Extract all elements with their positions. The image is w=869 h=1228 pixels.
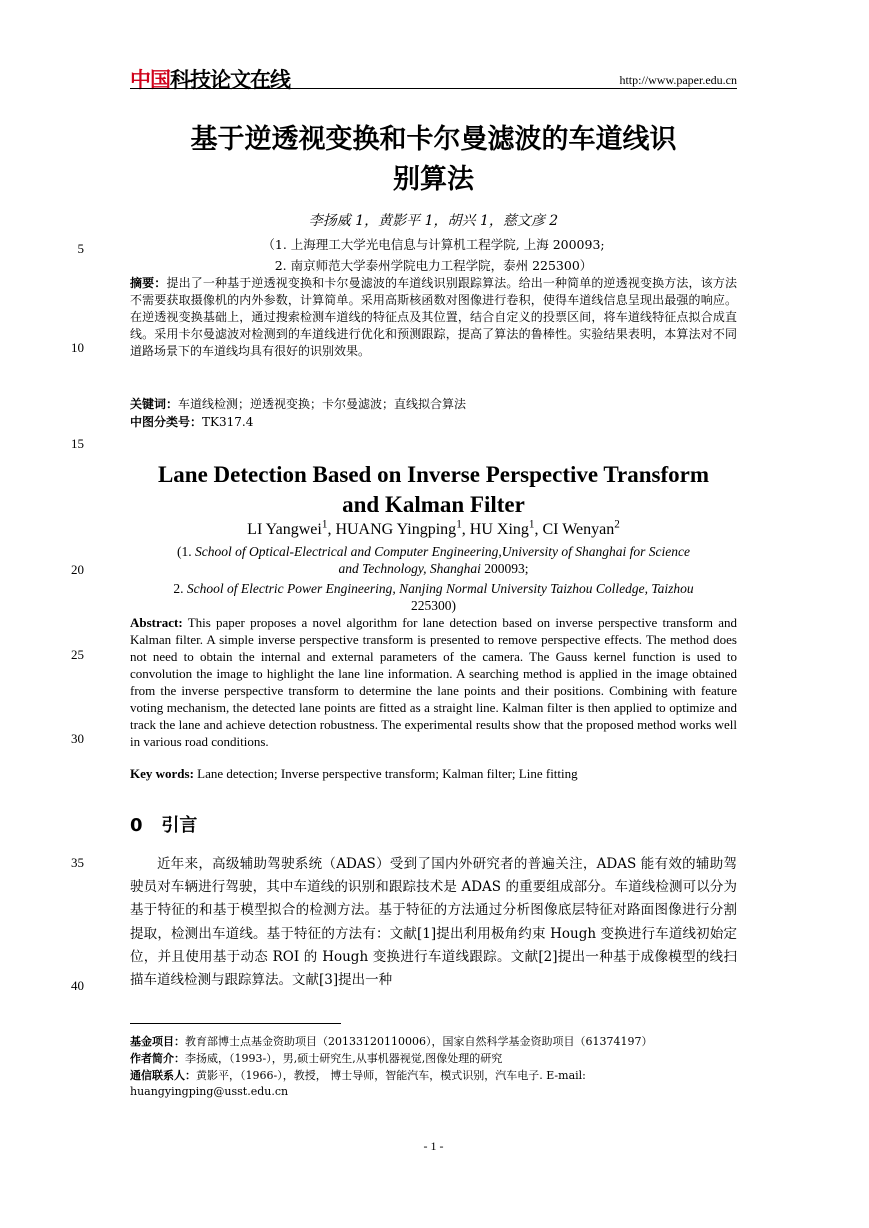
en-author-3-sup: 1 xyxy=(528,518,535,531)
header-url[interactable]: http://www.paper.edu.cn xyxy=(619,73,737,87)
en-affiliation-2 xyxy=(130,580,737,614)
section-heading xyxy=(130,811,197,837)
cn-title-line1: 基于逆透视变换和卡尔曼滤波的车道线识 xyxy=(190,124,677,155)
line-number: 35 xyxy=(71,855,84,870)
footnote-author-label: 作者简介： xyxy=(130,1052,185,1065)
intro-paragraph: 近年来，高级辅助驾驶系统（ADAS）受到了国内外研究者的普遍关注，ADAS 能有效的辅助驾驶员对车辆进行驾驶，其中车道线的识别和跟踪技术是 ADAS 的重要组成部分。车道线检测可以分为基于特征的和基于模型拟合的检测方法。基于特征的方法通过分析图像底层特征对路面图像进行分割提取，检测出车道线。基于特征的方法有：文献[1]提出利用极角约束 Hough 变换进行车道线初始定位，并且使用基于动态 ROI 的 Hough 变换进行车道线跟踪。文献[2]提出一种基于成像模型的线扫描车道线检测与跟踪算法。文献[3]提出一种 xyxy=(130,856,737,989)
cn-clc xyxy=(130,414,737,431)
line-number: 15 xyxy=(71,436,84,451)
en-aff2-italic: School of Electric Power Engineering, Nanjing Normal University Taizhou Colledge, Taizhou xyxy=(186,581,694,596)
header-rule xyxy=(130,88,737,89)
footnote-author xyxy=(130,1051,737,1067)
en-aff1-open: (1. xyxy=(177,544,196,559)
en-aff1-italic-b: and Technology, Shanghai xyxy=(338,561,481,576)
en-keywords xyxy=(130,765,737,782)
en-author-4-sup: 2 xyxy=(614,518,620,531)
logo-text-black: 科技论文在线 xyxy=(170,68,290,92)
footnote-fund xyxy=(130,1034,737,1050)
en-author-1: LI Yangwei xyxy=(247,521,322,538)
en-author-1-sup: 1 xyxy=(321,518,328,531)
en-title xyxy=(130,460,737,520)
cn-clc-label: 中图分类号： xyxy=(130,415,203,429)
cn-keywords xyxy=(130,396,737,413)
footnote-fund-label: 基金项目： xyxy=(130,1035,185,1048)
page-number: - 1 - xyxy=(423,1139,444,1153)
en-abstract-label: Abstract: xyxy=(130,615,183,630)
journal-logo xyxy=(130,64,290,94)
en-author-2: , HUANG Yingping xyxy=(327,521,457,538)
en-author-2-sup: 1 xyxy=(456,518,462,531)
cn-abstract-label: 摘要： xyxy=(130,276,167,290)
cn-title xyxy=(130,120,737,200)
en-title-line1: Lane Detection Based on Inverse Perspective Transform xyxy=(157,462,710,487)
footnote-contact-text: 黄影平，（1966-），教授， 博士导师，智能汽车，模式识别，汽车电子. E-mail: huangyingping@usst.edu.cn xyxy=(130,1069,586,1098)
en-title-line2: and Kalman Filter xyxy=(342,492,525,517)
cn-affiliation-2: 2. 南京师范大学泰州学院电力工程学院，泰州 225300） xyxy=(274,258,593,273)
cn-title-line2: 别算法 xyxy=(393,164,474,195)
cn-keywords-label: 关键词： xyxy=(130,397,179,411)
footnote-rule xyxy=(130,1023,341,1024)
footnote-contact xyxy=(130,1068,737,1100)
en-aff2-code: 225300) xyxy=(411,598,456,613)
cn-affiliation-1: （1. 上海理工大学光电信息与计算机工程学院, 上海 200093; xyxy=(262,237,605,252)
cn-authors: 李扬威 1，黄影平 1，胡兴 1，慈文彦 2 xyxy=(308,213,559,229)
en-author-3: , HU Xing xyxy=(461,521,529,538)
en-affiliation-1 xyxy=(130,543,737,577)
line-number: 20 xyxy=(71,562,84,577)
en-keywords-text: Lane detection; Inverse perspective transform; Kalman filter; Line fitting xyxy=(197,766,578,781)
cn-abstract xyxy=(130,275,737,360)
en-aff2-prefix: 2. xyxy=(173,581,187,596)
en-author-4: , CI Wenyan xyxy=(534,521,615,538)
footnote-author-text: 李扬威，（1993-），男,硕士研究生,从事机器视觉,图像处理的研究 xyxy=(185,1052,503,1065)
cn-clc-text: TK317.4 xyxy=(202,415,254,429)
line-number: 30 xyxy=(71,731,84,746)
en-authors xyxy=(130,518,737,539)
en-keywords-label: Key words: xyxy=(130,766,194,781)
line-number: 40 xyxy=(71,978,84,993)
logo-text-red: 中国 xyxy=(130,68,170,92)
footnote-fund-text: 教育部博士点基金资助项目（20133120110006），国家自然科学基金资助项目（61374197） xyxy=(185,1035,653,1048)
en-aff1-code: 200093; xyxy=(480,561,529,576)
line-number: 10 xyxy=(71,340,84,355)
section-number: 0 xyxy=(130,815,143,836)
section-title: 引言 xyxy=(161,815,198,836)
line-number: 5 xyxy=(77,241,84,256)
footnote-contact-label: 通信联系人： xyxy=(130,1069,196,1082)
en-abstract xyxy=(130,614,737,750)
cn-abstract-text: 提出了一种基于逆透视变换和卡尔曼滤波的车道线识别跟踪算法。给出一种简单的逆透视变换方法，该方法不需要获取摄像机的内外参数，计算简单。采用高斯核函数对图像进行卷积，使得车道线信息呈现出最强的响应。在逆透视变换基础上，通过搜索检测车道线的特征点及其位置，结合自定义的投票区间，将车道线特征点拟合成直线。采用卡尔曼滤波对检测到的车道线进行优化和预测跟踪，提高了算法的鲁棒性。实验结果表明，本算法对不同道路场景下的车道线均具有很好的识别效果。 xyxy=(130,276,737,358)
en-aff1-italic-a: School of Optical-Electrical and Computer Engineering,University of Shanghai for Science xyxy=(195,544,690,559)
en-abstract-text: This paper proposes a novel algorithm for lane detection based on inverse perspective transform and Kalman filter. A simple inverse perspective transform is presented to remove perspective effects. The method does not need to obtain the internal and external parameters of the camera. The Gauss kernel function is used to convolution the image to highlight the lane line information. A searching method is applied in the image obtained from the inverse perspective transform to determine the lane points and their positions. Combining with feature voting mechanism, the detected lane points are fitted as a straight line. Kalman filter is then applied to optimize and track the lane and achieve detection robustness. The experimental results show that the proposed method works well in various road conditions. xyxy=(130,615,737,749)
line-number: 25 xyxy=(71,647,84,662)
cn-keywords-text: 车道线检测；逆透视变换；卡尔曼滤波；直线拟合算法 xyxy=(178,397,467,411)
